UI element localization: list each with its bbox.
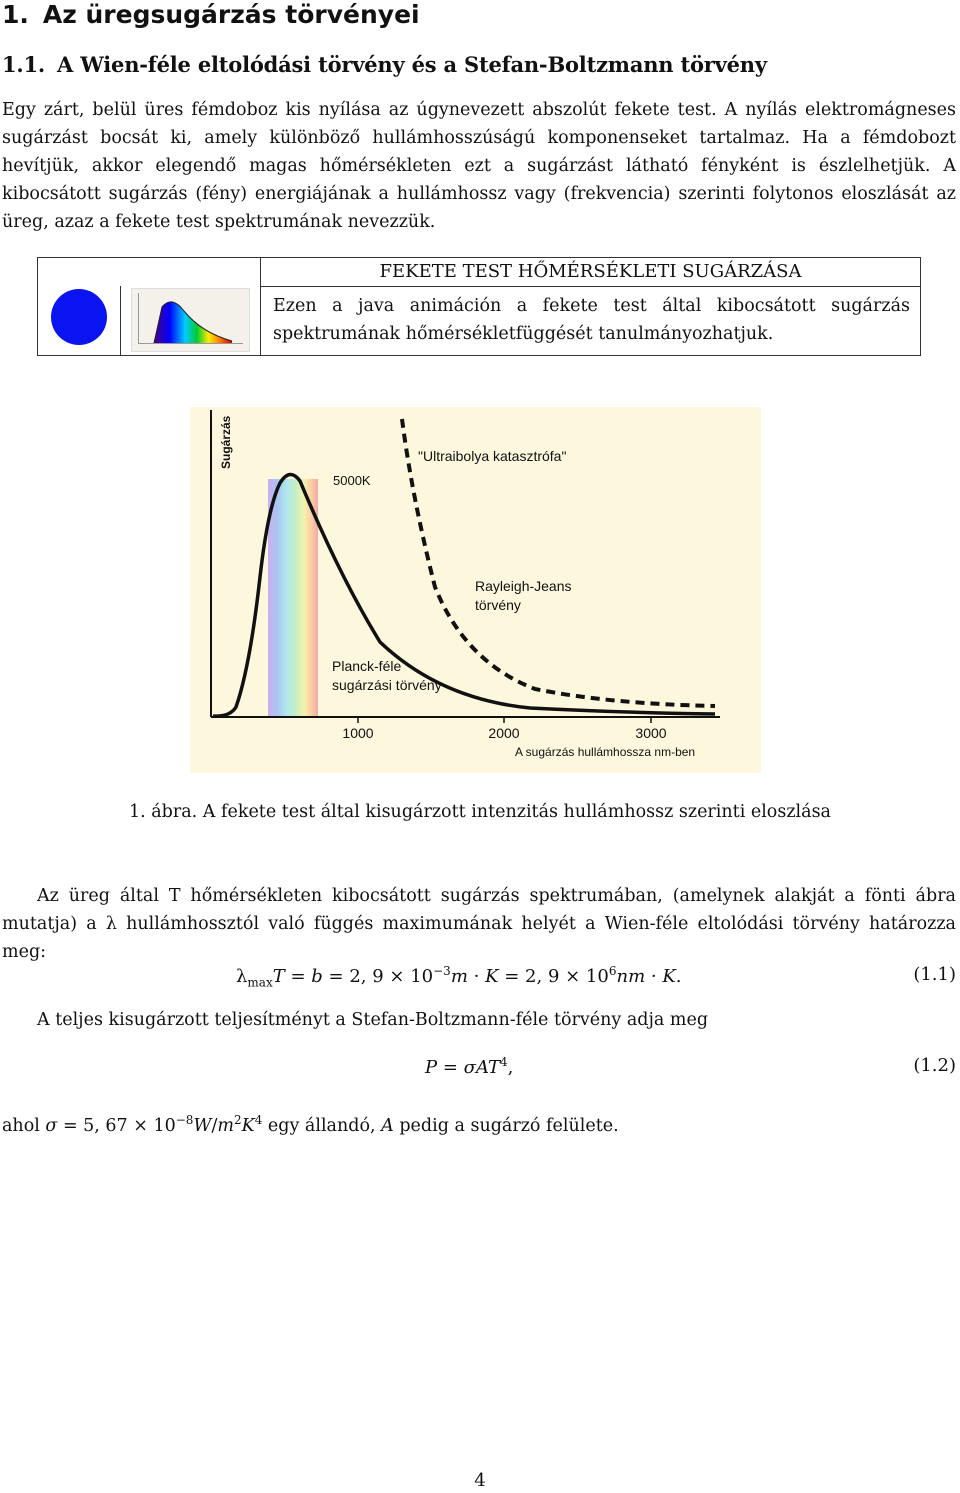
applet-thumbnail[interactable] xyxy=(131,288,250,352)
equation-number: (1.1) xyxy=(913,964,956,985)
blackbody-figure xyxy=(190,407,761,773)
y-axis-label: Sugárzás xyxy=(219,415,233,469)
sigma-text-middle: egy állandó, xyxy=(267,1115,376,1136)
section-title: Az üregsugárzás törvényei xyxy=(42,0,420,29)
x-tick-label: 1000 xyxy=(342,725,374,741)
label-rayleigh-jeans-1: Rayleigh-Jeans xyxy=(475,578,572,594)
section-number: 1. xyxy=(2,0,29,29)
applet-description: Ezen a java animáción a fekete test által kibocsátott sugárzás spektrumának hőmérsékletfüggését tanulmányozhatjuk. xyxy=(273,296,910,344)
subsection-heading xyxy=(2,52,767,77)
box-divider xyxy=(260,258,261,356)
sigma-text-after: pedig a sugárzó felülete. xyxy=(399,1115,619,1136)
equation-wien-formula: $\lambda_{max}T = b = 2$, $9 \times 10^{-3}m \cdot K = 2$, $9 \times 10^6nm \cdot K$. xyxy=(236,964,682,990)
visible-band xyxy=(268,479,318,717)
x-tick-label: 3000 xyxy=(635,725,667,741)
x-tick-label: 2000 xyxy=(488,725,520,741)
page-number: 4 xyxy=(474,1470,486,1491)
spectrum-thumbnail-icon xyxy=(132,289,249,351)
label-5000k: 5000K xyxy=(333,473,371,488)
label-uv-catastrophe: "Ultraibolya katasztrófa" xyxy=(418,448,567,464)
stefan-intro-paragraph: A teljes kisugárzott teljesítményt a Stefan-Boltzmann-féle törvény adja meg xyxy=(37,1010,709,1030)
blackbody-spectrum-plot xyxy=(190,407,761,773)
intro-paragraph: Egy zárt, belül üres fémdoboz kis nyílása az úgynevezett abszolút fekete test. A nyílás elektromágneses sugárzást bocsát ki, amely különböző hullámhosszúságú komponenseket tartalmaz. Ha a fémdobozt hevítjük, akkor elegendő magas hőmérsékleten ezt a sugárzást látható fényként is észlelhetjük. A kibocsátott sugárzás (fény) energiájának a hullámhossz vagy (frekvencia) szerinti folytonos eloszlását az üreg, azaz a fekete test spektrumának nevezzük. xyxy=(2,100,956,232)
label-rayleigh-jeans-2: törvény xyxy=(475,597,521,613)
box-divider xyxy=(120,286,121,356)
subsection-number: 1.1. xyxy=(2,52,46,77)
equation-number: (1.2) xyxy=(913,1055,956,1076)
x-axis-label: A sugárzás hullámhossza nm-ben xyxy=(515,745,696,759)
sigma-paragraph: ahol σ = 5, $67 \times 10^{-8}W/m^2K^4$ egy állandó, A pedig a sugárzó felülete. xyxy=(2,1113,619,1136)
label-planck-2: sugárzási törvény xyxy=(332,677,442,693)
wien-paragraph: Az üreg által T hőmérsékleten kibocsátott sugárzás spektrumában, (amelynek alakját a fönti ábra mutatja) a λ hullámhossztól való függés maximumának helyét a Wien-féle eltolódási törvény határozza meg: xyxy=(2,886,956,962)
sigma-text-before: ahol xyxy=(2,1115,40,1136)
applet-box[interactable] xyxy=(37,257,921,356)
applet-icon[interactable] xyxy=(51,289,107,345)
label-planck-1: Planck-féle xyxy=(332,658,402,674)
subsection-title: A Wien-féle eltolódási törvény és a Stefan-Boltzmann törvény xyxy=(57,52,767,77)
figure-caption: 1. ábra. A fekete test által kisugárzott intenzitás hullámhossz szerinti eloszlása xyxy=(128,802,831,822)
applet-title: FEKETE TEST HŐMÉRSÉKLETI SUGÁRZÁSA xyxy=(261,258,920,287)
equation-stefan-formula: P = σAT$^4$, xyxy=(425,1055,514,1078)
section-heading xyxy=(2,0,420,29)
